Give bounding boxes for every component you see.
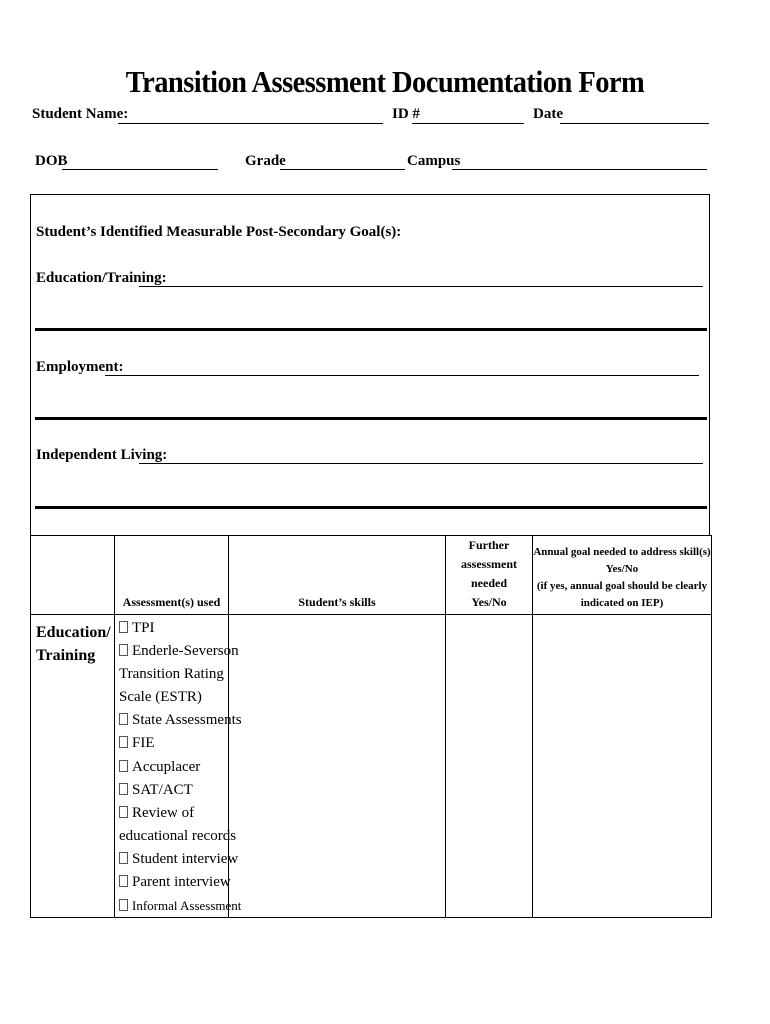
header-assessments-text: Assessment(s) used <box>122 595 221 609</box>
table-row <box>31 615 712 918</box>
checkbox-icon[interactable] <box>119 644 128 656</box>
goals-section <box>30 194 710 535</box>
assessment-checklist <box>115 615 242 918</box>
checklist-item-estr-cont <box>119 686 228 709</box>
checklist-item-estr-cont <box>119 663 228 686</box>
student-name-label: Student Name: <box>32 106 129 122</box>
checkbox-icon[interactable] <box>119 806 128 818</box>
dob-label: DOB <box>35 153 68 169</box>
checklist-item-sat-act[interactable] <box>119 779 228 802</box>
checklist-item-review-records-cont <box>119 825 237 848</box>
further-assessment-cell[interactable] <box>446 615 533 918</box>
checkbox-icon[interactable] <box>119 736 128 748</box>
checklist-item-informal-assessment[interactable] <box>119 894 242 917</box>
id-label: ID # <box>392 106 420 122</box>
checkbox-icon[interactable] <box>119 713 128 725</box>
campus-label: Campus <box>407 153 461 169</box>
header-blank-cell <box>31 536 115 615</box>
assessment-table <box>30 535 712 918</box>
annual-goal-cell[interactable] <box>533 615 712 918</box>
header-annual-line3: (if yes, annual goal should be clearly <box>536 580 708 592</box>
checklist-label: Parent interview <box>132 874 231 891</box>
checklist-label: Informal Assessment <box>132 898 242 914</box>
checklist-item-state-assessments[interactable] <box>119 709 242 732</box>
checklist-label: Student interview <box>132 850 239 867</box>
checklist-item-fie[interactable] <box>119 732 228 755</box>
independent-living-label: Independent Living: <box>36 447 168 463</box>
goals-heading: Student’s Identified Measurable Post-Secondary Goal(s): <box>36 224 402 240</box>
independent-living-goal-line[interactable] <box>139 463 703 464</box>
row-label-line2: Training <box>36 647 96 664</box>
checklist-label: Review of <box>132 804 195 821</box>
checklist-label: Enderle-Severson <box>132 643 239 660</box>
checklist-item-accuplacer[interactable] <box>119 756 228 779</box>
header-annual-line2: Yes/No <box>605 563 639 575</box>
table-header-row <box>31 536 712 615</box>
checkbox-icon[interactable] <box>119 899 128 911</box>
row-label-line1: Education/ <box>36 624 111 641</box>
id-field[interactable] <box>412 123 524 124</box>
header-further-line3: Yes/No <box>471 595 507 609</box>
checkbox-icon[interactable] <box>119 621 128 633</box>
header-further-line1: Further <box>468 538 510 552</box>
checklist-label: State Assessments <box>132 712 242 729</box>
grade-label: Grade <box>245 153 286 169</box>
checkbox-icon[interactable] <box>119 760 128 772</box>
header-assessments-used <box>115 536 229 615</box>
checklist-item-review-records[interactable] <box>119 802 228 825</box>
checklist-label: SAT/ACT <box>132 781 193 798</box>
checklist-item-parent-interview[interactable] <box>119 871 231 894</box>
checklist-item-tpi[interactable] <box>119 617 228 640</box>
employment-goal-line-2[interactable] <box>35 417 707 420</box>
education-goal-line[interactable] <box>139 286 703 287</box>
row-label-education-training <box>31 615 115 918</box>
students-skills-cell[interactable] <box>229 615 446 918</box>
employment-goal-line[interactable] <box>105 375 699 376</box>
checklist-item-student-interview[interactable] <box>119 848 239 871</box>
checklist-label: Transition Rating <box>119 666 224 683</box>
campus-field[interactable] <box>452 169 707 170</box>
header-annual-line1: Annual goal needed to address skill(s) <box>533 546 711 558</box>
checklist-label: FIE <box>132 735 155 752</box>
checkbox-icon[interactable] <box>119 852 128 864</box>
checklist-label: Scale (ESTR) <box>119 689 202 706</box>
form-title: Transition Assessment Documentation Form <box>125 64 645 99</box>
checklist-label: Accuplacer <box>132 758 201 775</box>
dob-field[interactable] <box>62 169 218 170</box>
checkbox-icon[interactable] <box>119 783 128 795</box>
header-skills-text: Student’s skills <box>298 595 376 609</box>
education-training-label: Education/Training: <box>36 270 167 286</box>
header-students-skills <box>229 536 446 615</box>
date-field[interactable] <box>560 123 709 124</box>
header-annual-goal <box>533 536 712 615</box>
header-further-line2: assessment needed <box>461 557 517 590</box>
checkbox-icon[interactable] <box>119 875 128 887</box>
checklist-label: educational records <box>119 827 237 844</box>
header-annual-line4: indicated on IEP) <box>580 597 664 609</box>
education-goal-line-2[interactable] <box>35 328 707 331</box>
independent-living-goal-line-2[interactable] <box>35 506 707 509</box>
checklist-label: TPI <box>132 620 155 636</box>
grade-field[interactable] <box>280 169 405 170</box>
employment-label: Employment: <box>36 359 124 375</box>
date-label: Date <box>533 106 563 122</box>
student-name-field[interactable] <box>118 123 383 124</box>
checklist-item-estr[interactable] <box>119 640 239 663</box>
header-further-assessment <box>446 536 533 615</box>
